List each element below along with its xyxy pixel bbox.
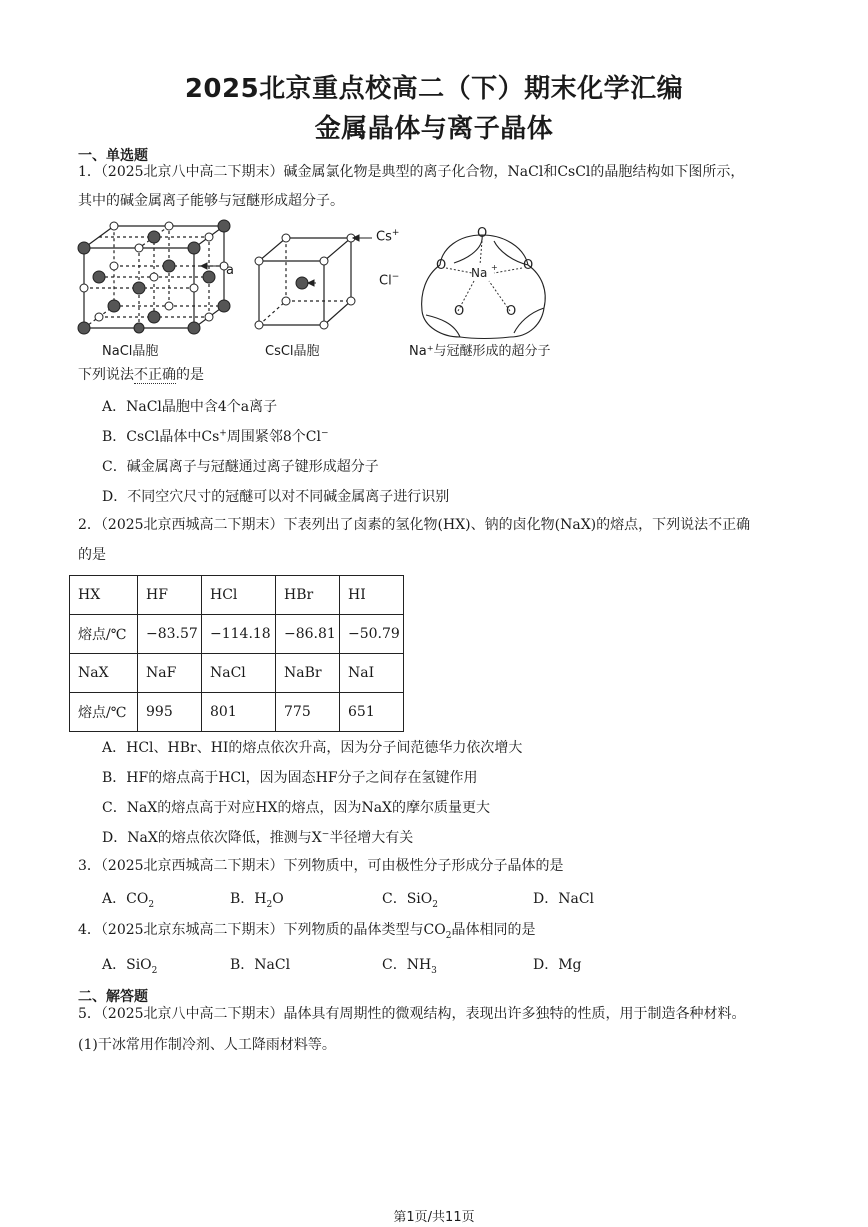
table-cell: 801 bbox=[202, 693, 276, 732]
q1-option-a: A．NaCl晶胞中含4个a离子 bbox=[102, 399, 278, 415]
table-cell: 651 bbox=[340, 693, 404, 732]
label-a: a bbox=[226, 263, 234, 278]
table-row bbox=[70, 693, 404, 732]
q3-stem: 3．（2025北京西城高二下期末）下列物质中，可由极性分子形成分子晶体的是 bbox=[78, 858, 564, 874]
label-cl: Cl− bbox=[379, 272, 400, 289]
q1-option-d: D．不同空穴尺寸的冠醚可以对不同碱金属离子进行识别 bbox=[102, 489, 450, 505]
na-ion-charge: + bbox=[491, 263, 498, 272]
table-cell: HCl bbox=[202, 576, 276, 615]
table-cell: NaBr bbox=[276, 654, 340, 693]
section-answer: 二、解答题 bbox=[78, 989, 148, 1005]
q2-stem-line2: 的是 bbox=[78, 547, 106, 563]
q2-option-d: D．NaX的熔点依次降低，推测与X−半径增大有关 bbox=[102, 829, 414, 846]
label-cs: Cs+ bbox=[376, 228, 400, 245]
page-title: 2025北京重点校高二（下）期末化学汇编 bbox=[184, 74, 684, 104]
section-single-choice: 一、单选题 bbox=[78, 148, 148, 164]
table-cell: NaCl bbox=[202, 654, 276, 693]
table-cell: 995 bbox=[138, 693, 202, 732]
page-number: 第1页/共11页 bbox=[393, 1210, 475, 1225]
q2-option-b: B．HF的熔点高于HCl，因为固态HF分子之间存在氢键作用 bbox=[102, 770, 478, 786]
q2-stem-line1: 2．（2025北京西城高二下期末）下表列出了卤素的氢化物(HX)、钠的卤化物(NaX)的熔点，下列说法不正确 bbox=[78, 517, 751, 533]
arrow-a bbox=[201, 263, 221, 269]
q1-crystal-figure bbox=[74, 213, 574, 353]
q5-stem-line1: 5．（2025北京八中高二下期末）晶体具有周期性的微观结构，表现出许多独特的性质，用于制造各种材料。 bbox=[78, 1006, 746, 1022]
q4-option-a: A．SiO$_2$ bbox=[102, 957, 158, 976]
q1-option-c: C．碱金属离子与冠醚通过离子键形成超分子 bbox=[102, 459, 379, 475]
caption-nacl: NaCl晶胞 bbox=[102, 344, 159, 359]
q3-option-c: C．SiO$_2$ bbox=[382, 891, 438, 910]
table-cell: 775 bbox=[276, 693, 340, 732]
q1-question: 下列说法不正确的是 bbox=[78, 367, 204, 383]
svg-text:O: O bbox=[477, 226, 488, 241]
q2-option-c: C．NaX的熔点高于对应HX的熔点，因为NaX的摩尔质量更大 bbox=[102, 800, 491, 816]
melting-point-table bbox=[69, 575, 404, 732]
q4-option-b: B．NaCl bbox=[230, 957, 291, 973]
na-ion-label: Na bbox=[471, 266, 488, 280]
q3-option-d: D．NaCl bbox=[533, 891, 595, 907]
table-cell: 熔点/℃ bbox=[70, 693, 138, 732]
table-cell: NaX bbox=[70, 654, 138, 693]
q4-option-c: C．$NH_3$ bbox=[382, 957, 437, 976]
q4-option-d: D．Mg bbox=[533, 957, 582, 973]
q3-option-b: B．$H_2O$ bbox=[230, 891, 284, 910]
svg-text:O: O bbox=[523, 258, 534, 273]
q3-option-a: A．$CO_2$ bbox=[102, 891, 155, 910]
table-row bbox=[70, 576, 404, 615]
q1-stem-line2: 其中的碱金属离子能够与冠醚形成超分子。 bbox=[78, 193, 344, 209]
crown-ether-ring bbox=[422, 235, 546, 339]
table-row bbox=[70, 654, 404, 693]
svg-text:O: O bbox=[436, 258, 447, 273]
q5-stem-line2: (1)干冰常用作制冷剂、人工降雨材料等。 bbox=[78, 1037, 336, 1053]
table-cell: −86.81 bbox=[276, 615, 340, 654]
table-cell: −114.18 bbox=[202, 615, 276, 654]
caption-cscl: CsCl晶胞 bbox=[265, 344, 320, 359]
table-cell: HX bbox=[70, 576, 138, 615]
table-cell: HI bbox=[340, 576, 404, 615]
q4-stem: 4．（2025北京东城高二下期末）下列物质的晶体类型与$CO_2$晶体相同的是 bbox=[78, 922, 536, 941]
cscl-center-ion bbox=[296, 277, 308, 289]
q2-option-a: A．HCl、HBr、HI的熔点依次升高，因为分子间范德华力依次增大 bbox=[102, 740, 523, 756]
page-subtitle: 金属晶体与离子晶体 bbox=[314, 114, 554, 144]
q1-option-b: B．CsCl晶体中Cs+周围紧邻8个Cl− bbox=[102, 428, 329, 445]
table-cell: −50.79 bbox=[340, 615, 404, 654]
table-cell: NaF bbox=[138, 654, 202, 693]
table-row bbox=[70, 615, 404, 654]
svg-text:O: O bbox=[454, 304, 465, 319]
svg-text:O: O bbox=[506, 304, 517, 319]
table-cell: 熔点/℃ bbox=[70, 615, 138, 654]
table-cell: HBr bbox=[276, 576, 340, 615]
caption-crown-ether: Na⁺与冠醚形成的超分子 bbox=[409, 344, 551, 359]
table-cell: NaI bbox=[340, 654, 404, 693]
q1-stem-line1: 1．（2025北京八中高二下期末）碱金属氯化物是典型的离子化合物，NaCl和CsCl的晶胞结构如下图所示， bbox=[78, 164, 745, 180]
table-cell: HF bbox=[138, 576, 202, 615]
table-cell: −83.57 bbox=[138, 615, 202, 654]
